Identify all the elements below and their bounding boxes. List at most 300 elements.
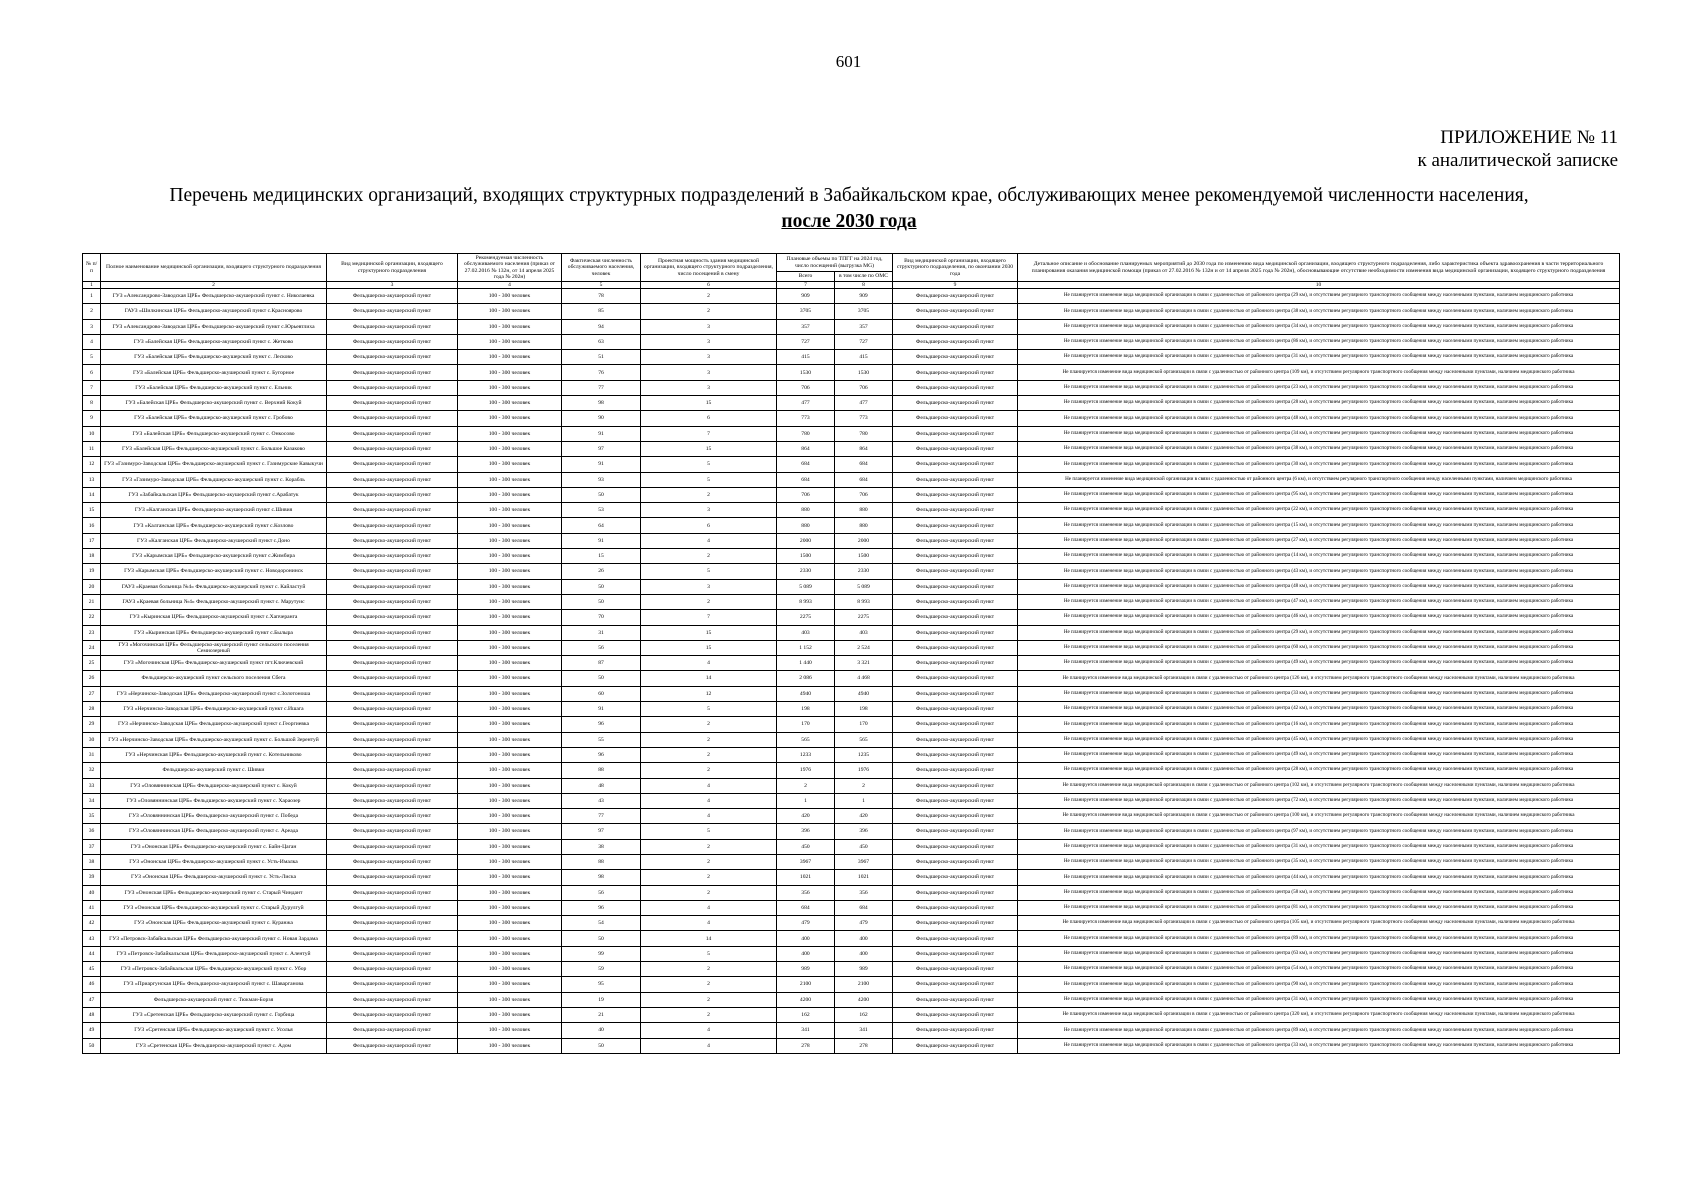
cell-recommended-population: 100 - 300 человек (458, 656, 562, 671)
cell-actual-population: 98 (562, 870, 641, 885)
cell-recommended-population: 100 - 300 человек (458, 977, 562, 992)
cell-org-name: ГУЗ «Балейская ЦРБ» Фельдшерско-акушерский пункт с. Верхний Кокуй (101, 396, 327, 411)
cell-description: Не планируется изменение вида медицинской организации в связи с удаленностью от районного центра (34 км), и отсутствием регулярного транспортного сообщения между населенными пунктами, наличием медицинского работника (1018, 426, 1620, 441)
cell-org-type: Фельдшерско-акушерский пункт (327, 1007, 458, 1022)
table-row (83, 564, 1620, 579)
cell-type-2030: Фельдшерско-акушерский пункт (893, 350, 1018, 365)
cell-type-2030: Фельдшерско-акушерский пункт (893, 304, 1018, 319)
cell-recommended-population: 100 - 300 человек (458, 564, 562, 579)
cell-volumes-oms: 2100 (835, 977, 893, 992)
cell-actual-population: 48 (562, 778, 641, 793)
cell-design-capacity: 15 (641, 396, 777, 411)
cell-org-name: ГУЗ «Карымская ЦРБ» Фельдшерско-акушерский пункт с.Жимбира (101, 549, 327, 564)
cell-volumes-total: 1 440 (777, 656, 835, 671)
cell-org-type: Фельдшерско-акушерский пункт (327, 656, 458, 671)
cell-org-type: Фельдшерско-акушерский пункт (327, 518, 458, 533)
cell-design-capacity: 2 (641, 747, 777, 762)
cell-design-capacity: 4 (641, 533, 777, 548)
cell-row-number: 13 (83, 472, 101, 487)
cell-org-type: Фельдшерско-акушерский пункт (327, 441, 458, 456)
cell-description: Не планируется изменение вида медицинской организации в связи с удаленностью от районного центра (46 км), и отсутствием регулярного транспортного сообщения между населенными пунктами, наличием медицинского работника (1018, 610, 1620, 625)
cell-type-2030: Фельдшерско-акушерский пункт (893, 977, 1018, 992)
cell-design-capacity: 2 (641, 549, 777, 564)
cell-recommended-population: 100 - 300 человек (458, 549, 562, 564)
header-volumes-total: Всего (777, 272, 835, 282)
cell-volumes-oms: 162 (835, 1007, 893, 1022)
cell-type-2030: Фельдшерско-акушерский пункт (893, 992, 1018, 1007)
cell-recommended-population: 100 - 300 человек (458, 946, 562, 961)
cell-volumes-total: 357 (777, 319, 835, 334)
cell-volumes-total: 400 (777, 931, 835, 946)
cell-type-2030: Фельдшерско-акушерский пункт (893, 747, 1018, 762)
cell-actual-population: 19 (562, 992, 641, 1007)
cell-description: Не планируется изменение вида медицинской организации в связи с удаленностью от районного центра (27 км), и отсутствием регулярного транспортного сообщения между населенными пунктами, наличием медицинского работника (1018, 533, 1620, 548)
cell-volumes-oms: 2330 (835, 564, 893, 579)
cell-org-name: ГАУЗ «Краевая больница №4» Фельдшерско-акушерский пункт с. Марутуис (101, 594, 327, 609)
cell-org-name: ГУЗ «Приаргунская ЦРБ» Фельдшерско-акушерский пункт с. Шаварганова (101, 977, 327, 992)
cell-volumes-oms: 479 (835, 916, 893, 931)
cell-description: Не планируется изменение вида медицинской организации в связи с удаленностью от районного центра (45 км), и отсутствием регулярного транспортного сообщения между населенными пунктами, наличием медицинского работника (1018, 732, 1620, 747)
cell-type-2030: Фельдшерско-акушерский пункт (893, 916, 1018, 931)
cell-recommended-population: 100 - 300 человек (458, 518, 562, 533)
cell-volumes-oms: 198 (835, 702, 893, 717)
cell-org-type: Фельдшерско-акушерский пункт (327, 977, 458, 992)
cell-org-name: ГУЗ «Сретенская ЦРБ» Фельдшерско-акушерский пункт с. Усолья (101, 1023, 327, 1038)
cell-org-name: ГУЗ «Карымская ЦРБ» Фельдшерско-акушерский пункт с. Новодоронинск (101, 564, 327, 579)
cell-org-type: Фельдшерско-акушерский пункт (327, 426, 458, 441)
cell-row-number: 14 (83, 487, 101, 502)
cell-org-type: Фельдшерско-акушерский пункт (327, 885, 458, 900)
table-row (83, 319, 1620, 334)
cell-volumes-oms: 4 468 (835, 671, 893, 686)
cell-design-capacity: 2 (641, 487, 777, 502)
cell-type-2030: Фельдшерско-акушерский пункт (893, 900, 1018, 915)
cell-design-capacity: 2 (641, 992, 777, 1007)
cell-design-capacity: 15 (641, 441, 777, 456)
cell-volumes-total: 565 (777, 732, 835, 747)
cell-recommended-population: 100 - 300 человек (458, 763, 562, 778)
cell-volumes-oms: 400 (835, 946, 893, 961)
cell-actual-population: 59 (562, 962, 641, 977)
cell-actual-population: 21 (562, 1007, 641, 1022)
cell-volumes-total: 864 (777, 441, 835, 456)
table-header (83, 254, 1620, 289)
cell-volumes-oms: 880 (835, 518, 893, 533)
cell-description: Не планируется изменение вида медицинской организации в связи с удаленностью от районного центра (33 км), и отсутствием регулярного транспортного сообщения между населенными пунктами, наличием медицинского работника (1018, 686, 1620, 701)
cell-row-number: 11 (83, 441, 101, 456)
cell-actual-population: 50 (562, 931, 641, 946)
cell-design-capacity: 15 (641, 640, 777, 655)
cell-volumes-oms: 357 (835, 319, 893, 334)
cell-recommended-population: 100 - 300 человек (458, 319, 562, 334)
cell-row-number: 6 (83, 365, 101, 380)
cell-row-number: 18 (83, 549, 101, 564)
cell-org-type: Фельдшерско-акушерский пункт (327, 1038, 458, 1053)
header-actual-population: Фактическая численность обслуживаемого населения, человек (562, 254, 641, 282)
table-row (83, 916, 1620, 931)
cell-org-name: ГУЗ «Нерчинско-Заводская ЦРБ» Фельдшерско-акушерский пункт с. Большой Зерентуй (101, 732, 327, 747)
cell-recommended-population: 100 - 300 человек (458, 686, 562, 701)
cell-type-2030: Фельдшерско-акушерский пункт (893, 1038, 1018, 1053)
cell-volumes-oms: 565 (835, 732, 893, 747)
cell-actual-population: 91 (562, 702, 641, 717)
cell-actual-population: 40 (562, 1023, 641, 1038)
cell-description: Не планируется изменение вида медицинской организации в связи с удаленностью от районного центра (100 км), и отсутствием регулярного транспортного сообщения между населенными пунктами, наличием медицинского работника (1018, 809, 1620, 824)
cell-volumes-oms: 684 (835, 457, 893, 472)
cell-org-name: ГУЗ «Ононская ЦРБ» Фельдшерско-акушерский пункт с. Старый Чиндант (101, 885, 327, 900)
table-row (83, 992, 1620, 1007)
cell-row-number: 32 (83, 763, 101, 778)
cell-type-2030: Фельдшерско-акушерский пункт (893, 885, 1018, 900)
cell-actual-population: 91 (562, 426, 641, 441)
cell-type-2030: Фельдшерско-акушерский пункт (893, 426, 1018, 441)
cell-recommended-population: 100 - 300 человек (458, 1038, 562, 1053)
cell-volumes-total: 773 (777, 411, 835, 426)
cell-org-name: ГУЗ «Оловяннинская ЦРБ» Фельдшерско-акушерский пункт с. Кокуй (101, 778, 327, 793)
cell-row-number: 9 (83, 411, 101, 426)
cell-actual-population: 88 (562, 763, 641, 778)
cell-design-capacity: 2 (641, 1007, 777, 1022)
cell-actual-population: 15 (562, 549, 641, 564)
cell-description: Не планируется изменение вида медицинской организации в связи с удаленностью от районного центра (44 км), и отсутствием регулярного транспортного сообщения между населенными пунктами, наличием медицинского работника (1018, 870, 1620, 885)
cell-actual-population: 88 (562, 854, 641, 869)
cell-org-name: Фельдшерско-акушерский пункт с. Тюкман-Борзя (101, 992, 327, 1007)
table-row (83, 625, 1620, 640)
cell-row-number: 23 (83, 625, 101, 640)
cell-type-2030: Фельдшерско-акушерский пункт (893, 793, 1018, 808)
table-row (83, 702, 1620, 717)
cell-recommended-population: 100 - 300 человек (458, 992, 562, 1007)
table-row (83, 426, 1620, 441)
cell-design-capacity: 12 (641, 686, 777, 701)
cell-row-number: 15 (83, 503, 101, 518)
column-number: 4 (458, 282, 562, 289)
cell-actual-population: 93 (562, 472, 641, 487)
cell-org-type: Фельдшерско-акушерский пункт (327, 549, 458, 564)
cell-description: Не планируется изменение вида медицинской организации в связи с удаленностью от районного центра (72 км), и отсутствием регулярного транспортного сообщения между населенными пунктами, наличием медицинского работника (1018, 793, 1620, 808)
cell-volumes-total: 415 (777, 350, 835, 365)
cell-recommended-population: 100 - 300 человек (458, 640, 562, 655)
cell-description: Не планируется изменение вида медицинской организации в связи с удаленностью от районного центра (31 км), и отсутствием регулярного транспортного сообщения между населенными пунктами, наличием медицинского работника (1018, 992, 1620, 1007)
cell-org-type: Фельдшерско-акушерский пункт (327, 503, 458, 518)
cell-design-capacity: 14 (641, 671, 777, 686)
cell-design-capacity: 2 (641, 732, 777, 747)
cell-volumes-oms: 989 (835, 962, 893, 977)
cell-type-2030: Фельдшерско-акушерский пункт (893, 732, 1018, 747)
cell-row-number: 31 (83, 747, 101, 762)
cell-design-capacity: 2 (641, 763, 777, 778)
cell-volumes-total: 684 (777, 472, 835, 487)
cell-volumes-total: 400 (777, 946, 835, 961)
cell-recommended-population: 100 - 300 человек (458, 457, 562, 472)
cell-row-number: 3 (83, 319, 101, 334)
cell-type-2030: Фельдшерско-акушерский пункт (893, 549, 1018, 564)
cell-design-capacity: 3 (641, 350, 777, 365)
cell-org-type: Фельдшерско-акушерский пункт (327, 289, 458, 304)
cell-row-number: 5 (83, 350, 101, 365)
cell-volumes-total: 3705 (777, 304, 835, 319)
cell-actual-population: 96 (562, 717, 641, 732)
cell-org-type: Фельдшерско-акушерский пункт (327, 778, 458, 793)
cell-row-number: 20 (83, 579, 101, 594)
column-number: 3 (327, 282, 458, 289)
cell-volumes-total: 684 (777, 900, 835, 915)
cell-type-2030: Фельдшерско-акушерский пункт (893, 839, 1018, 854)
cell-org-type: Фельдшерско-акушерский пункт (327, 671, 458, 686)
cell-design-capacity: 2 (641, 717, 777, 732)
table-row (83, 411, 1620, 426)
table-row (83, 732, 1620, 747)
cell-volumes-total: 989 (777, 962, 835, 977)
cell-row-number: 17 (83, 533, 101, 548)
cell-description: Не планируется изменение вида медицинской организации в связи с удаленностью от районного центра (95 км), и отсутствием регулярного транспортного сообщения между населенными пунктами, наличием медицинского работника (1018, 487, 1620, 502)
document-title-line1: Перечень медицинских организаций, входящих структурных подразделений в Забайкальском крае, обслуживающих менее рекомендуемой численности населения, (169, 185, 1529, 206)
cell-recommended-population: 100 - 300 человек (458, 579, 562, 594)
cell-recommended-population: 100 - 300 человек (458, 594, 562, 609)
cell-recommended-population: 100 - 300 человек (458, 411, 562, 426)
cell-actual-population: 54 (562, 916, 641, 931)
column-number: 9 (893, 282, 1018, 289)
cell-actual-population: 50 (562, 487, 641, 502)
cell-actual-population: 97 (562, 441, 641, 456)
cell-description: Не планируется изменение вида медицинской организации в связи с удаленностью от районного центра (102 км), и отсутствием регулярного транспортного сообщения между населенными пунктами, наличием медицинского работника (1018, 778, 1620, 793)
cell-design-capacity: 7 (641, 426, 777, 441)
cell-volumes-total: 1 152 (777, 640, 835, 655)
cell-recommended-population: 100 - 300 человек (458, 824, 562, 839)
cell-description: Не планируется изменение вида медицинской организации в связи с удаленностью от районного центра (23 км), и отсутствием регулярного транспортного сообщения между населенными пунктами, наличием медицинского работника (1018, 380, 1620, 395)
cell-actual-population: 96 (562, 900, 641, 915)
cell-type-2030: Фельдшерско-акушерский пункт (893, 503, 1018, 518)
cell-volumes-total: 2 086 (777, 671, 835, 686)
cell-volumes-total: 684 (777, 457, 835, 472)
table-row (83, 640, 1620, 655)
column-number: 10 (1018, 282, 1620, 289)
cell-volumes-oms: 727 (835, 334, 893, 349)
cell-volumes-oms: 356 (835, 885, 893, 900)
cell-volumes-total: 2 (777, 778, 835, 793)
cell-description: Не планируется изменение вида медицинской организации в связи с удаленностью от районного центра (15 км), и отсутствием регулярного транспортного сообщения между населенными пунктами, наличием медицинского работника (1018, 518, 1620, 533)
cell-type-2030: Фельдшерско-акушерский пункт (893, 640, 1018, 655)
page-number: 601 (835, 52, 862, 71)
cell-design-capacity: 6 (641, 411, 777, 426)
cell-description: Не планируется изменение вида медицинской организации в связи с удаленностью от районного центра (109 км), и отсутствием регулярного транспортного сообщения между населенными пунктами, наличием медицинского работника (1018, 365, 1620, 380)
cell-actual-population: 91 (562, 533, 641, 548)
cell-org-type: Фельдшерско-акушерский пункт (327, 870, 458, 885)
table-row (83, 533, 1620, 548)
cell-volumes-oms: 170 (835, 717, 893, 732)
cell-volumes-oms: 706 (835, 380, 893, 395)
cell-volumes-oms: 1235 (835, 747, 893, 762)
cell-recommended-population: 100 - 300 человек (458, 610, 562, 625)
cell-volumes-oms: 1976 (835, 763, 893, 778)
cell-description: Не планируется изменение вида медицинской организации в связи с удаленностью от районного центра (90 км), и отсутствием регулярного транспортного сообщения между населенными пунктами, наличием медицинского работника (1018, 977, 1620, 992)
cell-recommended-population: 100 - 300 человек (458, 854, 562, 869)
cell-description: Не планируется изменение вида медицинской организации в связи с удаленностью от районного центра (43 км), и отсутствием регулярного транспортного сообщения между населенными пунктами, наличием медицинского работника (1018, 564, 1620, 579)
table-row (83, 1038, 1620, 1053)
cell-row-number: 26 (83, 671, 101, 686)
cell-volumes-total: 477 (777, 396, 835, 411)
cell-volumes-total: 706 (777, 380, 835, 395)
cell-type-2030: Фельдшерско-акушерский пункт (893, 946, 1018, 961)
cell-recommended-population: 100 - 300 человек (458, 962, 562, 977)
appendix-caption: к аналитической записке (1417, 150, 1618, 171)
cell-org-name: ГУЗ «Могочинская ЦРБ» Фельдшерско-акушерский пункт сельского поселения Семиозерный (101, 640, 327, 655)
cell-volumes-total: 2100 (777, 977, 835, 992)
cell-actual-population: 95 (562, 977, 641, 992)
cell-type-2030: Фельдшерско-акушерский пункт (893, 931, 1018, 946)
cell-org-type: Фельдшерско-акушерский пункт (327, 839, 458, 854)
cell-description: Не планируется изменение вида медицинской организации в связи с удаленностью от районного центра (28 км), и отсутствием регулярного транспортного сообщения между населенными пунктами, наличием медицинского работника (1018, 396, 1620, 411)
table-row (83, 503, 1620, 518)
cell-org-type: Фельдшерско-акушерский пункт (327, 809, 458, 824)
cell-org-type: Фельдшерско-акушерский пункт (327, 747, 458, 762)
cell-actual-population: 90 (562, 411, 641, 426)
cell-type-2030: Фельдшерско-акушерский пункт (893, 380, 1018, 395)
cell-actual-population: 51 (562, 350, 641, 365)
cell-type-2030: Фельдшерско-акушерский пункт (893, 870, 1018, 885)
cell-volumes-oms: 4200 (835, 992, 893, 1007)
cell-org-type: Фельдшерско-акушерский пункт (327, 640, 458, 655)
cell-actual-population: 77 (562, 380, 641, 395)
cell-type-2030: Фельдшерско-акушерский пункт (893, 854, 1018, 869)
cell-volumes-oms: 8 993 (835, 594, 893, 609)
cell-description: Не планируется изменение вида медицинской организации в связи с удаленностью от районного центра (38 км), и отсутствием регулярного транспортного сообщения между населенными пунктами, наличием медицинского работника (1018, 304, 1620, 319)
cell-org-type: Фельдшерско-акушерский пункт (327, 900, 458, 915)
cell-volumes-oms: 403 (835, 625, 893, 640)
cell-row-number: 48 (83, 1007, 101, 1022)
table-row (83, 793, 1620, 808)
cell-org-name: ГУЗ «Ононская ЦРБ» Фельдшерско-акушерский пункт с. Усть-Ималка (101, 854, 327, 869)
cell-design-capacity: 3 (641, 380, 777, 395)
cell-org-name: ГУЗ «Нерчинско-Заводская ЦРБ» Фельдшерско-акушерский пункт с.Ишага (101, 702, 327, 717)
cell-row-number: 19 (83, 564, 101, 579)
cell-org-type: Фельдшерско-акушерский пункт (327, 625, 458, 640)
cell-description: Не планируется изменение вида медицинской организации в связи с удаленностью от районного центра (86 км), и отсутствием регулярного транспортного сообщения между населенными пунктами, наличием медицинского работника (1018, 334, 1620, 349)
cell-volumes-oms: 1530 (835, 365, 893, 380)
cell-design-capacity: 2 (641, 839, 777, 854)
cell-volumes-total: 909 (777, 289, 835, 304)
cell-actual-population: 56 (562, 640, 641, 655)
cell-design-capacity: 2 (641, 962, 777, 977)
cell-volumes-oms: 2000 (835, 533, 893, 548)
cell-description: Не планируется изменение вида медицинской организации в связи с удаленностью от районного центра (29 км), и отсутствием регулярного транспортного сообщения между населенными пунктами, наличием медицинского работника (1018, 289, 1620, 304)
cell-design-capacity: 2 (641, 885, 777, 900)
cell-type-2030: Фельдшерско-акушерский пункт (893, 487, 1018, 502)
header-volumes-oms: в том числе по ОМС (835, 272, 893, 282)
cell-volumes-total: 4940 (777, 686, 835, 701)
cell-recommended-population: 100 - 300 человек (458, 1007, 562, 1022)
cell-recommended-population: 100 - 300 человек (458, 289, 562, 304)
cell-actual-population: 43 (562, 793, 641, 808)
table-row (83, 656, 1620, 671)
cell-org-name: ГУЗ «Балейская ЦРБ» Фельдшерско-акушерский пункт с. Ельник (101, 380, 327, 395)
cell-design-capacity: 3 (641, 319, 777, 334)
cell-recommended-population: 100 - 300 человек (458, 717, 562, 732)
cell-recommended-population: 100 - 300 человек (458, 625, 562, 640)
cell-recommended-population: 100 - 300 человек (458, 870, 562, 885)
cell-type-2030: Фельдшерско-акушерский пункт (893, 625, 1018, 640)
table-row (83, 977, 1620, 992)
cell-actual-population: 50 (562, 671, 641, 686)
cell-row-number: 24 (83, 640, 101, 655)
cell-recommended-population: 100 - 300 человек (458, 885, 562, 900)
cell-design-capacity: 5 (641, 946, 777, 961)
cell-volumes-oms: 278 (835, 1038, 893, 1053)
cell-recommended-population: 100 - 300 человек (458, 334, 562, 349)
cell-org-name: ГАУЗ «Краевая больница №4» Фельдшерско-акушерский пункт с. Кайластуй (101, 579, 327, 594)
cell-org-type: Фельдшерско-акушерский пункт (327, 610, 458, 625)
cell-volumes-total: 356 (777, 885, 835, 900)
cell-design-capacity: 5 (641, 824, 777, 839)
cell-type-2030: Фельдшерско-акушерский пункт (893, 319, 1018, 334)
cell-type-2030: Фельдшерско-акушерский пункт (893, 289, 1018, 304)
cell-row-number: 10 (83, 426, 101, 441)
cell-type-2030: Фельдшерско-акушерский пункт (893, 594, 1018, 609)
cell-org-name: ГУЗ «Балейская ЦРБ» Фельдшерско-акушерский пункт с. Бугорное (101, 365, 327, 380)
cell-row-number: 21 (83, 594, 101, 609)
column-number: 6 (641, 282, 777, 289)
document-title-line2: после 2030 года (781, 211, 917, 232)
cell-org-type: Фельдшерско-акушерский пункт (327, 854, 458, 869)
cell-volumes-oms: 1 (835, 793, 893, 808)
table-row (83, 1023, 1620, 1038)
column-number-row (83, 282, 1620, 289)
column-number: 2 (101, 282, 327, 289)
cell-volumes-oms: 400 (835, 931, 893, 946)
cell-design-capacity: 4 (641, 793, 777, 808)
cell-org-type: Фельдшерско-акушерский пункт (327, 594, 458, 609)
cell-row-number: 40 (83, 885, 101, 900)
cell-org-type: Фельдшерско-акушерский пункт (327, 824, 458, 839)
cell-design-capacity: 3 (641, 579, 777, 594)
table-row (83, 824, 1620, 839)
cell-type-2030: Фельдшерско-акушерский пункт (893, 962, 1018, 977)
table-row (83, 518, 1620, 533)
cell-row-number: 43 (83, 931, 101, 946)
cell-description: Не планируется изменение вида медицинской организации в связи с удаленностью от районного центра (16 км), и отсутствием регулярного транспортного сообщения между населенными пунктами, наличием медицинского работника (1018, 717, 1620, 732)
cell-org-name: ГУЗ «Ононская ЦРБ» Фельдшерско-акушерский пункт с. Байн-Цаган (101, 839, 327, 854)
cell-org-name: ГУЗ «Могочинская ЦРБ» Фельдшерско-акушерский пункт пгт.Ключевский (101, 656, 327, 671)
cell-description: Не планируется изменение вида медицинской организации в связи с удаленностью от районного центра (6 км), и отсутствием регулярного транспортного сообщения между населенными пунктами, наличием медицинского работника (1018, 472, 1620, 487)
cell-volumes-total: 396 (777, 824, 835, 839)
cell-row-number: 25 (83, 656, 101, 671)
cell-org-name: ГУЗ «Оловяннинская ЦРБ» Фельдшерско-акушерский пункт с. Победа (101, 809, 327, 824)
cell-actual-population: 38 (562, 839, 641, 854)
cell-description: Не планируется изменение вида медицинской организации в связи с удаленностью от районного центра (49 км), и отсутствием регулярного транспортного сообщения между населенными пунктами, наличием медицинского работника (1018, 747, 1620, 762)
cell-org-name: ГАУЗ «Шилкинская ЦРБ» Фельдшерско-акушерский пункт с.Красноярово (101, 304, 327, 319)
cell-volumes-oms: 684 (835, 472, 893, 487)
cell-volumes-oms: 477 (835, 396, 893, 411)
cell-type-2030: Фельдшерско-акушерский пункт (893, 686, 1018, 701)
table-row (83, 839, 1620, 854)
cell-description: Не планируется изменение вида медицинской организации в связи с удаленностью от районного центра (105 км), и отсутствием регулярного транспортного сообщения между населенными пунктами, наличием медицинского работника (1018, 916, 1620, 931)
appendix-number: ПРИЛОЖЕНИЕ № 11 (1440, 127, 1618, 148)
cell-org-type: Фельдшерско-акушерский пункт (327, 931, 458, 946)
table-row (83, 778, 1620, 793)
cell-recommended-population: 100 - 300 человек (458, 533, 562, 548)
table-row (83, 885, 1620, 900)
cell-org-name: ГУЗ «Сретенская ЦРБ» Фельдшерско-акушерский пункт с. Горбица (101, 1007, 327, 1022)
cell-description: Не планируется изменение вида медицинской организации в связи с удаленностью от районного центра (30 км), и отсутствием регулярного транспортного сообщения между населенными пунктами, наличием медицинского работника (1018, 457, 1620, 472)
table-row (83, 671, 1620, 686)
cell-type-2030: Фельдшерско-акушерский пункт (893, 610, 1018, 625)
cell-org-name: ГУЗ «Нерчинско-Заводская ЦРБ» Фельдшерско-акушерский пункт с.Георгиевка (101, 717, 327, 732)
cell-volumes-total: 2330 (777, 564, 835, 579)
cell-org-name: ГУЗ «Оловяннинская ЦРБ» Фельдшерско-акушерский пункт с. Хараозер (101, 793, 327, 808)
cell-type-2030: Фельдшерско-акушерский пункт (893, 365, 1018, 380)
cell-description: Не планируется изменение вида медицинской организации в связи с удаленностью от районного центра (47 км), и отсутствием регулярного транспортного сообщения между населенными пунктами, наличием медицинского работника (1018, 594, 1620, 609)
cell-org-name: ГУЗ «Газимуро-Заводская ЦРБ» Фельдшерско-акушерский пункт с. Корабль (101, 472, 327, 487)
